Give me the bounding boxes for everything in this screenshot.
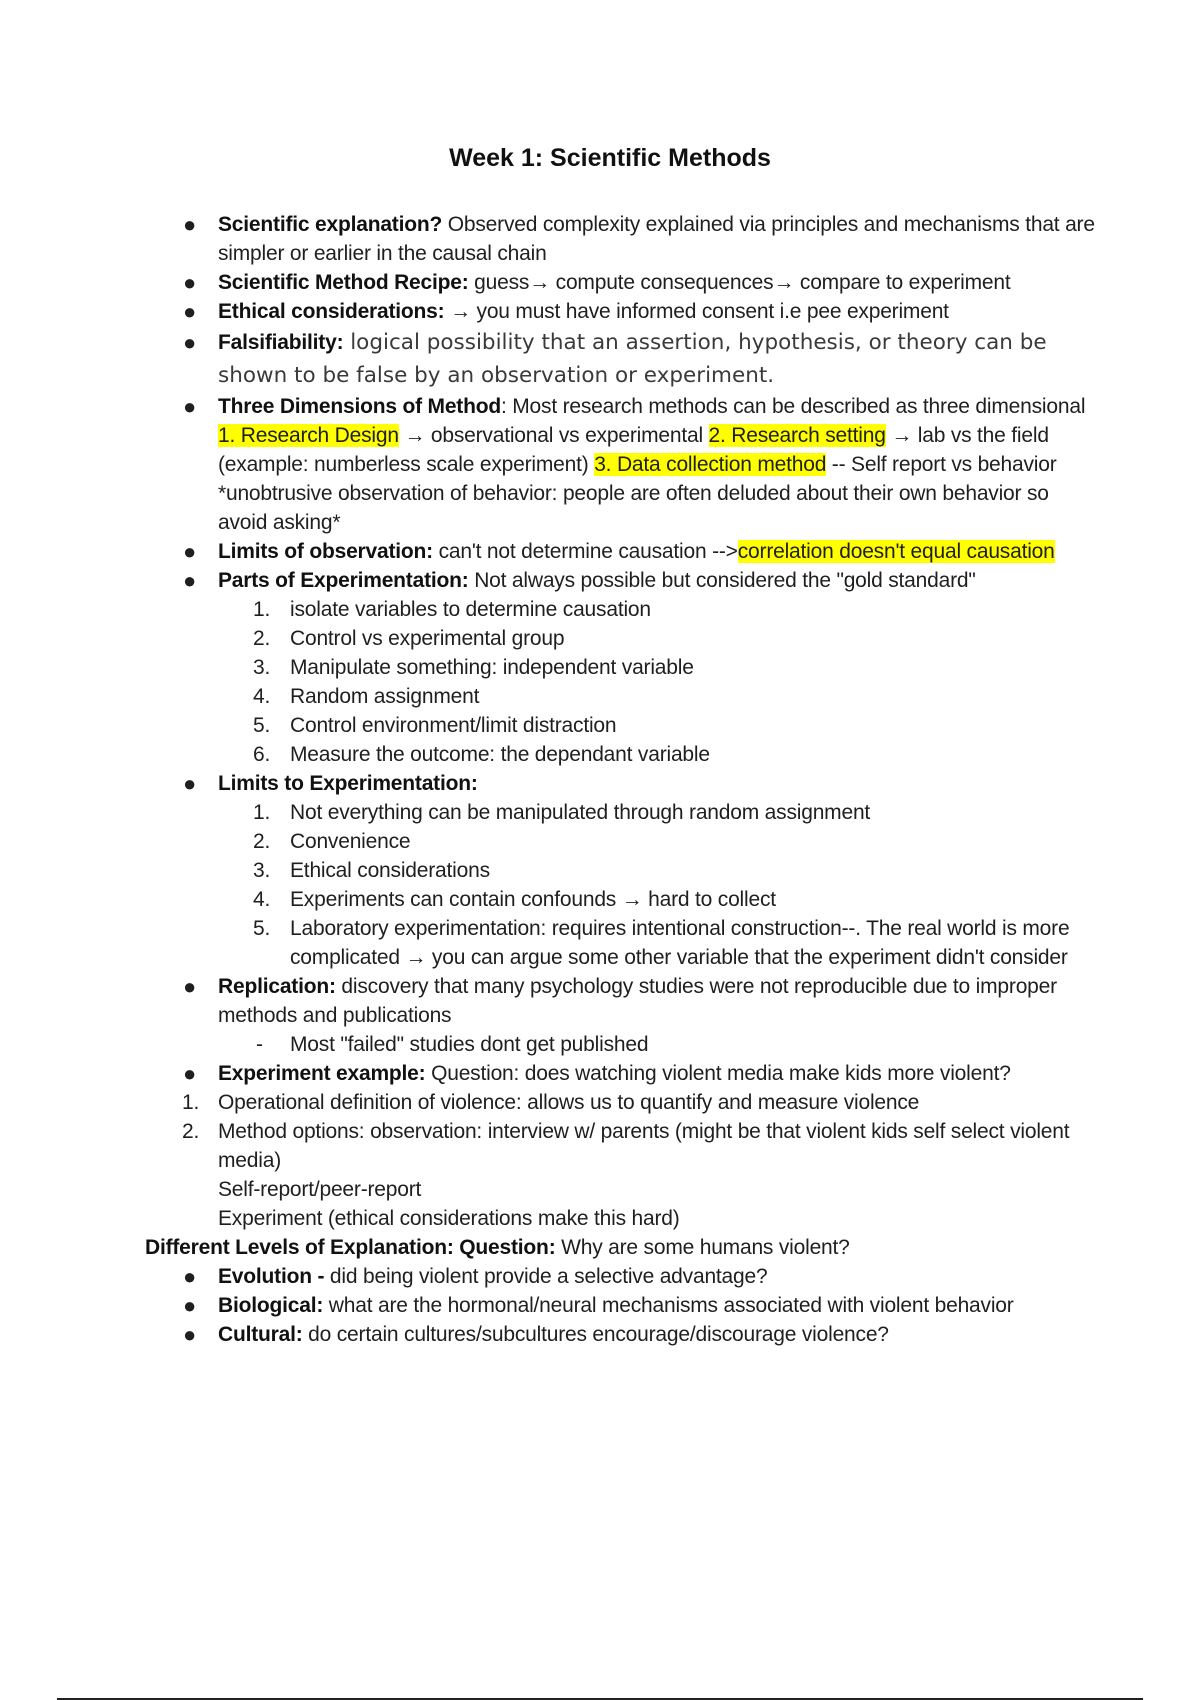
- bullet-marker: ●: [183, 771, 197, 796]
- highlight-correlation: correlation doesn't equal causation: [737, 540, 1055, 563]
- list-item: [0, 595, 1100, 624]
- list-number: 1.: [253, 801, 271, 824]
- list-item: [0, 856, 1100, 885]
- dash-marker: -: [256, 1033, 263, 1056]
- list-item: [0, 653, 1100, 682]
- list-number: 5.: [253, 917, 271, 940]
- bullet-label: Limits of observation:: [218, 540, 433, 563]
- bullet-marker: ●: [183, 1061, 197, 1086]
- list-number: 1.: [253, 598, 271, 621]
- bullet-label: Parts of Experimentation:: [218, 569, 469, 592]
- bullet-label: Scientific Method Recipe:: [218, 271, 469, 294]
- list-number: 5.: [253, 714, 271, 737]
- levels-heading: [0, 1233, 1105, 1262]
- bullet-text: → lab vs the field (example: numberless scale experiment): [218, 424, 1049, 476]
- list-item-text: Not everything can be manipulated through random assignment: [290, 801, 871, 824]
- bullet-text: can't not determine causation -->: [432, 540, 738, 563]
- bullet-evolution: [0, 1262, 1098, 1291]
- bullet-marker: ●: [183, 1264, 197, 1289]
- list-item: [0, 914, 1100, 972]
- bullet-cultural: [0, 1320, 1098, 1349]
- list-item: [0, 885, 1100, 914]
- list-item: [0, 827, 1100, 856]
- list-item-text: isolate variables to determine causation: [290, 598, 651, 621]
- bullet-limits-observation: [0, 537, 1098, 566]
- bullet-text: Observed complexity explained via principles and mechanisms that are simpler or earlier in the causal chain: [218, 213, 1095, 265]
- list-item-text: Most "failed" studies dont get published: [290, 1033, 649, 1056]
- bullet-text: what are the hormonal/neural mechanisms associated with violent behavior: [323, 1294, 1014, 1317]
- list-number: 2.: [253, 830, 271, 853]
- list-item-text: Manipulate something: independent variable: [290, 656, 694, 679]
- list-number: 2.: [182, 1120, 200, 1143]
- list-item: [0, 711, 1100, 740]
- bullet-text: do certain cultures/subcultures encourage/discourage violence?: [302, 1323, 889, 1346]
- bullet-marker: ●: [183, 299, 197, 324]
- list-item: [0, 1030, 1100, 1059]
- list-item-text: Measure the outcome: the dependant variable: [290, 743, 710, 766]
- bullet-text: discovery that many psychology studies were not reproducible due to improper methods and publications: [218, 975, 1057, 1027]
- bullet-three-dimensions: [0, 392, 1098, 479]
- list-number: 4.: [253, 685, 271, 708]
- page-title: Week 1: Scientific Methods: [449, 144, 771, 172]
- bullet-label: Experiment example:: [218, 1062, 426, 1085]
- method-option: Experiment (ethical considerations make this hard): [218, 1207, 680, 1230]
- list-item-text: Convenience: [290, 830, 411, 853]
- levels-label: Different Levels of Explanation: Question:: [145, 1236, 556, 1259]
- bullet-marker: ●: [183, 394, 197, 419]
- list-number: 4.: [253, 888, 271, 911]
- list-item-text: Control environment/limit distraction: [290, 714, 617, 737]
- levels-text: Why are some humans violent?: [555, 1236, 850, 1259]
- bullet-label: Evolution -: [218, 1265, 325, 1288]
- unobtrusive-note: *unobtrusive observation of behavior: people are often deluded about their own behavior so avoid asking*: [218, 482, 1049, 534]
- bullet-text: Not always possible but considered the "gold standard": [468, 569, 976, 592]
- bullet-text: → observational vs experimental: [398, 424, 709, 447]
- bullet-label: Biological:: [218, 1294, 324, 1317]
- list-item: [0, 682, 1100, 711]
- bullet-text: guess→ compute consequences→ compare to experiment: [468, 271, 1011, 294]
- bullet-ethical-considerations: [0, 297, 1098, 326]
- numbered-item: [0, 1117, 1098, 1175]
- list-number: 6.: [253, 743, 271, 766]
- list-number: 3.: [253, 859, 271, 882]
- bullet-marker: ●: [183, 1322, 197, 1347]
- list-number: 3.: [253, 656, 271, 679]
- numbered-item: [0, 1088, 1098, 1117]
- notes-body: [0, 210, 1200, 1349]
- list-item-text: Ethical considerations: [290, 859, 490, 882]
- bullet-experiment-example: [0, 1059, 1098, 1088]
- list-item: [0, 624, 1100, 653]
- list-item-text: Experiments can contain confounds → hard to collect: [290, 888, 776, 911]
- bullet-label: Limits to Experimentation:: [218, 772, 478, 795]
- bullet-limits-experimentation: [0, 769, 1098, 798]
- highlight-research-setting: 2. Research setting: [708, 424, 886, 447]
- bullet-text: → you must have informed consent i.e pee experiment: [444, 300, 949, 323]
- list-item-text: Random assignment: [290, 685, 480, 708]
- bullet-label: Ethical considerations:: [218, 300, 445, 323]
- bullet-label: Cultural:: [218, 1323, 303, 1346]
- list-item: [0, 740, 1100, 769]
- bullet-method-recipe: [0, 268, 1098, 297]
- bullet-marker: ●: [183, 568, 197, 593]
- bullet-replication: [0, 972, 1098, 1030]
- bullet-marker: ●: [183, 330, 197, 355]
- bullet-label: Three Dimensions of Method: [218, 395, 501, 418]
- highlight-data-collection: 3. Data collection method: [594, 453, 827, 476]
- bullet-marker: ●: [183, 1293, 197, 1318]
- bullet-text: Question: does watching violent media make kids more violent?: [425, 1062, 1011, 1085]
- bullet-marker: ●: [183, 212, 197, 237]
- list-item-text: Control vs experimental group: [290, 627, 565, 650]
- bullet-falsifiability: [0, 326, 1098, 392]
- list-item: [0, 798, 1100, 827]
- bullet-marker: ●: [183, 539, 197, 564]
- bullet-text: -- Self report vs behavior: [826, 453, 1057, 476]
- list-item-text: Operational definition of violence: allows us to quantify and measure violence: [218, 1091, 920, 1114]
- bullet-scientific-explanation: [0, 210, 1098, 268]
- list-number: 1.: [182, 1091, 200, 1114]
- bullet-text: : Most research methods can be described as three dimensional: [501, 395, 1086, 418]
- method-option: Self-report/peer-report: [218, 1178, 422, 1201]
- list-number: 2.: [253, 627, 271, 650]
- bullet-parts-experimentation: [0, 566, 1098, 595]
- bullet-marker: ●: [183, 974, 197, 999]
- list-item-text: Method options: observation: interview w/ parents (might be that violent kids self select violent media): [218, 1120, 1070, 1172]
- bullet-text: did being violent provide a selective advantage?: [324, 1265, 768, 1288]
- bullet-label: Scientific explanation?: [218, 213, 443, 236]
- bullet-marker: ●: [183, 270, 197, 295]
- bullet-label: Replication:: [218, 975, 336, 998]
- bullet-text: logical possibility that an assertion, hypothesis, or theory can be shown to be false by an observation or experiment.: [218, 330, 1047, 388]
- highlight-research-design: 1. Research Design: [218, 424, 399, 447]
- list-item-text: Laboratory experimentation: requires intentional construction--. The real world is more complicated → you can argue some other variable that the experiment didn't consider: [290, 917, 1070, 969]
- bullet-biological: [0, 1291, 1098, 1320]
- bullet-label: Falsifiability:: [218, 331, 344, 354]
